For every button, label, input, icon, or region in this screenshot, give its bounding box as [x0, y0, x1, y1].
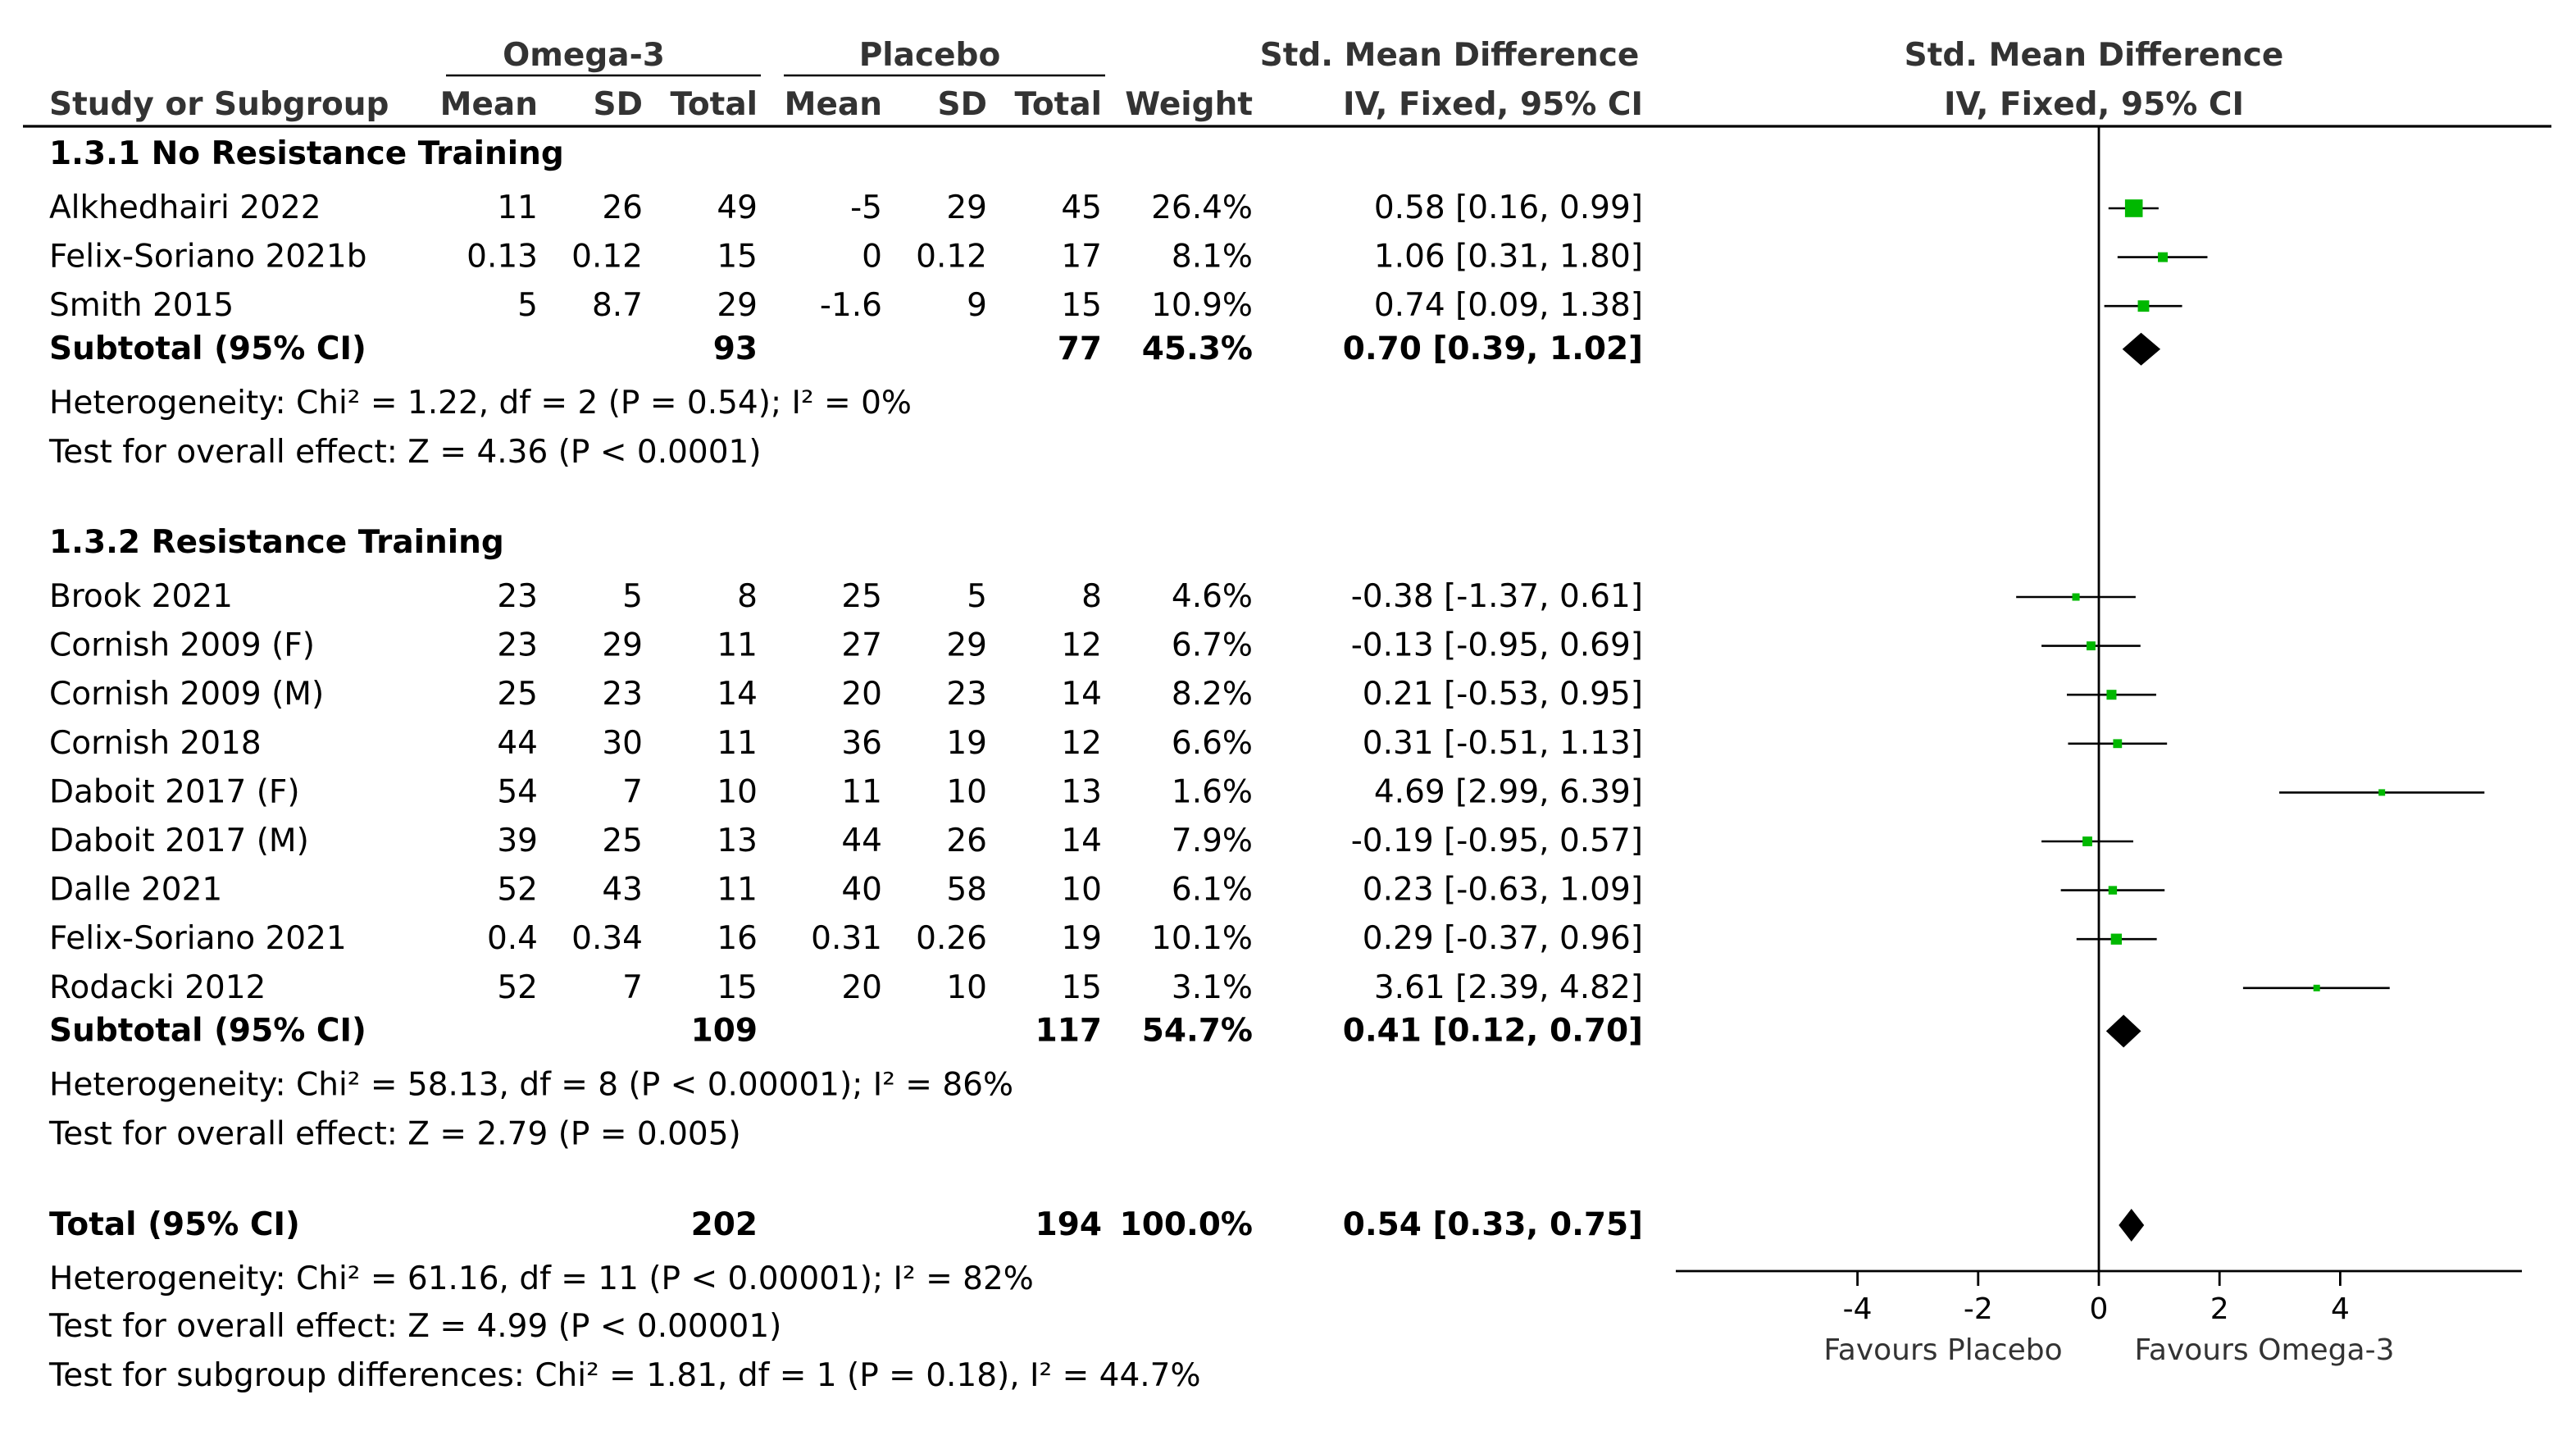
- subtotal-diamond: [2106, 1014, 2141, 1047]
- study-weight: 6.6%: [1171, 724, 1253, 762]
- study-name: Cornish 2018: [49, 724, 262, 762]
- study-smd-ci: 0.74 [0.09, 1.38]: [1373, 287, 1643, 325]
- study-smd-ci: -0.13 [-0.95, 0.69]: [1350, 627, 1643, 664]
- omega3-mean: 54: [497, 773, 538, 811]
- study-smd-ci: 0.23 [-0.63, 1.09]: [1362, 871, 1643, 909]
- study-name: Smith 2015: [49, 287, 234, 325]
- omega3-mean: 23: [497, 627, 538, 664]
- header-col-sd1: SD: [593, 86, 643, 123]
- omega3-total: 8: [737, 578, 758, 615]
- placebo-sd: 29: [946, 189, 987, 226]
- omega3-total: 29: [717, 287, 758, 325]
- subtotal-label: Subtotal (95% CI): [49, 330, 366, 367]
- placebo-total: 8: [1081, 578, 1102, 615]
- subgroup-overall-effect: Test for overall effect: Z = 2.79 (P = 0.005): [49, 1115, 741, 1153]
- study-smd-ci: 0.29 [-0.37, 0.96]: [1362, 920, 1643, 958]
- placebo-sd: 58: [946, 871, 987, 909]
- placebo-total: 14: [1061, 676, 1102, 713]
- header-col-weight: Weight: [1125, 86, 1253, 123]
- subtotal-smd-ci: 0.70 [0.39, 1.02]: [1342, 330, 1643, 367]
- subgroup-heterogeneity: Heterogeneity: Chi² = 58.13, df = 8 (P < 0.00001); I² = 86%: [49, 1066, 1014, 1104]
- omega3-sd: 7: [622, 968, 643, 1006]
- omega3-mean: 39: [497, 823, 538, 859]
- omega3-total: 15: [717, 238, 758, 276]
- study-weight: 8.1%: [1171, 238, 1253, 276]
- header-col-mean1: Mean: [439, 86, 538, 123]
- favours-placebo-label: Favours Placebo: [1823, 1333, 2063, 1367]
- study-smd-ci: -0.38 [-1.37, 0.61]: [1350, 578, 1643, 615]
- x-axis-tick-label: -4: [1842, 1292, 1873, 1326]
- study-weight: 1.6%: [1171, 773, 1253, 811]
- study-square: [2113, 739, 2122, 748]
- header-col-ci: IV, Fixed, 95% CI: [1342, 86, 1643, 123]
- placebo-sd: 0.12: [916, 238, 987, 276]
- x-axis-tick-label: -2: [1963, 1292, 1993, 1326]
- total-placebo-total: 194: [1035, 1206, 1102, 1243]
- placebo-sd: 5: [967, 578, 987, 615]
- study-name: Cornish 2009 (M): [49, 676, 325, 713]
- study-weight: 4.6%: [1171, 578, 1253, 615]
- study-square: [2106, 690, 2116, 700]
- study-square: [2125, 199, 2143, 217]
- total-heterogeneity: Heterogeneity: Chi² = 61.16, df = 11 (P < 0.00001); I² = 82%: [49, 1260, 1034, 1297]
- placebo-total: 14: [1061, 823, 1102, 859]
- placebo-mean: 44: [841, 823, 882, 859]
- header-omega3: Omega-3: [503, 37, 665, 74]
- study-smd-ci: 3.61 [2.39, 4.82]: [1373, 968, 1643, 1006]
- omega3-total: 11: [717, 627, 758, 664]
- x-axis-tick-label: 4: [2330, 1292, 2350, 1326]
- placebo-sd: 9: [967, 287, 987, 325]
- study-square: [2158, 253, 2168, 262]
- study-weight: 26.4%: [1151, 189, 1253, 226]
- subgroup-heterogeneity: Heterogeneity: Chi² = 1.22, df = 2 (P = 0.54); I² = 0%: [49, 384, 912, 422]
- omega3-sd: 26: [602, 189, 643, 226]
- placebo-mean: 40: [841, 871, 882, 909]
- study-square: [2109, 886, 2117, 894]
- omega3-mean: 25: [497, 676, 538, 713]
- omega3-total: 13: [717, 823, 758, 859]
- header-plot-title: Std. Mean Difference: [1904, 37, 2284, 74]
- omega3-total: 49: [717, 189, 758, 226]
- total-weight: 100.0%: [1119, 1206, 1253, 1243]
- omega3-mean: 52: [497, 968, 538, 1006]
- favours-omega3-label: Favours Omega-3: [2134, 1333, 2395, 1367]
- x-axis-tick-label: 2: [2210, 1292, 2229, 1326]
- header-plot-method: IV, Fixed, 95% CI: [1943, 86, 2245, 123]
- placebo-sd: 19: [946, 724, 987, 762]
- study-square: [2087, 641, 2096, 650]
- omega3-mean: 0.13: [467, 238, 538, 276]
- placebo-sd: 26: [946, 823, 987, 859]
- subtotal-weight: 45.3%: [1141, 330, 1253, 367]
- omega3-mean: 5: [517, 287, 538, 325]
- placebo-mean: -1.6: [819, 287, 882, 325]
- total-overall-effect: Test for overall effect: Z = 4.99 (P < 0.00001): [49, 1308, 782, 1345]
- study-name: Felix-Soriano 2021: [49, 920, 347, 958]
- total-omega3-total: 202: [690, 1206, 758, 1243]
- omega3-total: 15: [717, 968, 758, 1006]
- subtotal-omega3-total: 109: [690, 1012, 758, 1050]
- subtotal-label: Subtotal (95% CI): [49, 1012, 366, 1050]
- subtotal-weight: 54.7%: [1141, 1012, 1253, 1050]
- total-diamond: [2119, 1209, 2144, 1242]
- omega3-sd: 0.12: [571, 238, 643, 276]
- omega3-sd: 5: [622, 578, 643, 615]
- placebo-total: 12: [1061, 724, 1102, 762]
- total-label: Total (95% CI): [49, 1206, 300, 1243]
- placebo-sd: 10: [946, 968, 987, 1006]
- omega3-sd: 29: [602, 627, 643, 664]
- study-name: Daboit 2017 (F): [49, 773, 300, 811]
- omega3-sd: 23: [602, 676, 643, 713]
- placebo-mean: -5: [850, 189, 882, 226]
- omega3-total: 10: [717, 773, 758, 811]
- header-col-study: Study or Subgroup: [49, 86, 389, 123]
- placebo-mean: 27: [841, 627, 882, 664]
- omega3-mean: 11: [497, 189, 538, 226]
- study-weight: 8.2%: [1171, 676, 1253, 713]
- study-square: [2082, 836, 2092, 846]
- omega3-sd: 0.34: [571, 920, 643, 958]
- subtotal-placebo-total: 117: [1035, 1012, 1102, 1050]
- header-col-total1: Total: [670, 86, 758, 123]
- study-square: [2138, 300, 2150, 312]
- omega3-mean: 52: [497, 871, 538, 909]
- placebo-sd: 0.26: [916, 920, 987, 958]
- study-smd-ci: -0.19 [-0.95, 0.57]: [1350, 823, 1643, 859]
- study-weight: 10.9%: [1151, 287, 1253, 325]
- placebo-total: 12: [1061, 627, 1102, 664]
- study-smd-ci: 4.69 [2.99, 6.39]: [1373, 773, 1643, 811]
- study-square: [2073, 593, 2080, 600]
- study-weight: 6.1%: [1171, 871, 1253, 909]
- header-effect-title: Std. Mean Difference: [1259, 37, 1640, 74]
- study-name: Dalle 2021: [49, 871, 223, 909]
- subgroup-heading: 1.3.2 Resistance Training: [49, 524, 504, 561]
- study-name: Daboit 2017 (M): [49, 823, 309, 859]
- study-square: [2111, 934, 2122, 945]
- subtotal-omega3-total: 93: [712, 330, 758, 367]
- study-name: Cornish 2009 (F): [49, 627, 315, 664]
- placebo-mean: 0: [862, 238, 882, 276]
- study-smd-ci: 0.31 [-0.51, 1.13]: [1362, 724, 1643, 762]
- study-smd-ci: 1.06 [0.31, 1.80]: [1373, 238, 1643, 276]
- placebo-sd: 29: [946, 627, 987, 664]
- omega3-mean: 44: [497, 724, 538, 762]
- placebo-mean: 20: [841, 676, 882, 713]
- omega3-sd: 8.7: [591, 287, 643, 325]
- omega3-mean: 0.4: [486, 920, 538, 958]
- study-name: Alkhedhairi 2022: [49, 189, 321, 226]
- subtotal-smd-ci: 0.41 [0.12, 0.70]: [1342, 1012, 1643, 1050]
- omega3-sd: 7: [622, 773, 643, 811]
- placebo-sd: 10: [946, 773, 987, 811]
- placebo-sd: 23: [946, 676, 987, 713]
- placebo-total: 17: [1061, 238, 1102, 276]
- total-smd-ci: 0.54 [0.33, 0.75]: [1342, 1206, 1643, 1243]
- omega3-sd: 30: [602, 724, 643, 762]
- omega3-total: 14: [717, 676, 758, 713]
- study-smd-ci: 0.21 [-0.53, 0.95]: [1362, 676, 1643, 713]
- x-axis-tick-label: 0: [2089, 1292, 2109, 1326]
- placebo-total: 10: [1061, 871, 1102, 909]
- placebo-mean: 20: [841, 968, 882, 1006]
- header-col-sd2: SD: [937, 86, 987, 123]
- study-name: Felix-Soriano 2021b: [49, 238, 367, 276]
- placebo-mean: 25: [841, 578, 882, 615]
- study-name: Brook 2021: [49, 578, 233, 615]
- omega3-sd: 25: [602, 823, 643, 859]
- study-square: [2378, 789, 2385, 795]
- subtotal-placebo-total: 77: [1057, 330, 1102, 367]
- subgroup-differences-test: Test for subgroup differences: Chi² = 1.81, df = 1 (P = 0.18), I² = 44.7%: [49, 1357, 1201, 1394]
- subgroup-heading: 1.3.1 No Resistance Training: [49, 135, 564, 172]
- study-weight: 10.1%: [1151, 920, 1253, 958]
- study-weight: 6.7%: [1171, 627, 1253, 664]
- omega3-total: 11: [717, 724, 758, 762]
- placebo-total: 45: [1061, 189, 1102, 226]
- subgroup-overall-effect: Test for overall effect: Z = 4.36 (P < 0.0001): [49, 433, 762, 471]
- study-name: Rodacki 2012: [49, 968, 266, 1006]
- header-col-mean2: Mean: [784, 86, 882, 123]
- header-col-total2: Total: [1014, 86, 1102, 123]
- subtotal-diamond: [2123, 333, 2160, 366]
- study-weight: 3.1%: [1171, 968, 1253, 1006]
- omega3-sd: 43: [602, 871, 643, 909]
- omega3-mean: 23: [497, 578, 538, 615]
- placebo-total: 15: [1061, 968, 1102, 1006]
- placebo-total: 15: [1061, 287, 1102, 325]
- study-weight: 7.9%: [1171, 823, 1253, 859]
- omega3-total: 16: [717, 920, 758, 958]
- placebo-total: 19: [1061, 920, 1102, 958]
- study-smd-ci: 0.58 [0.16, 0.99]: [1373, 189, 1643, 226]
- placebo-mean: 36: [841, 724, 882, 762]
- placebo-total: 13: [1061, 773, 1102, 811]
- study-square: [2314, 985, 2320, 991]
- header-placebo: Placebo: [858, 37, 1001, 74]
- placebo-mean: 11: [841, 773, 882, 811]
- placebo-mean: 0.31: [811, 920, 882, 958]
- omega3-total: 11: [717, 871, 758, 909]
